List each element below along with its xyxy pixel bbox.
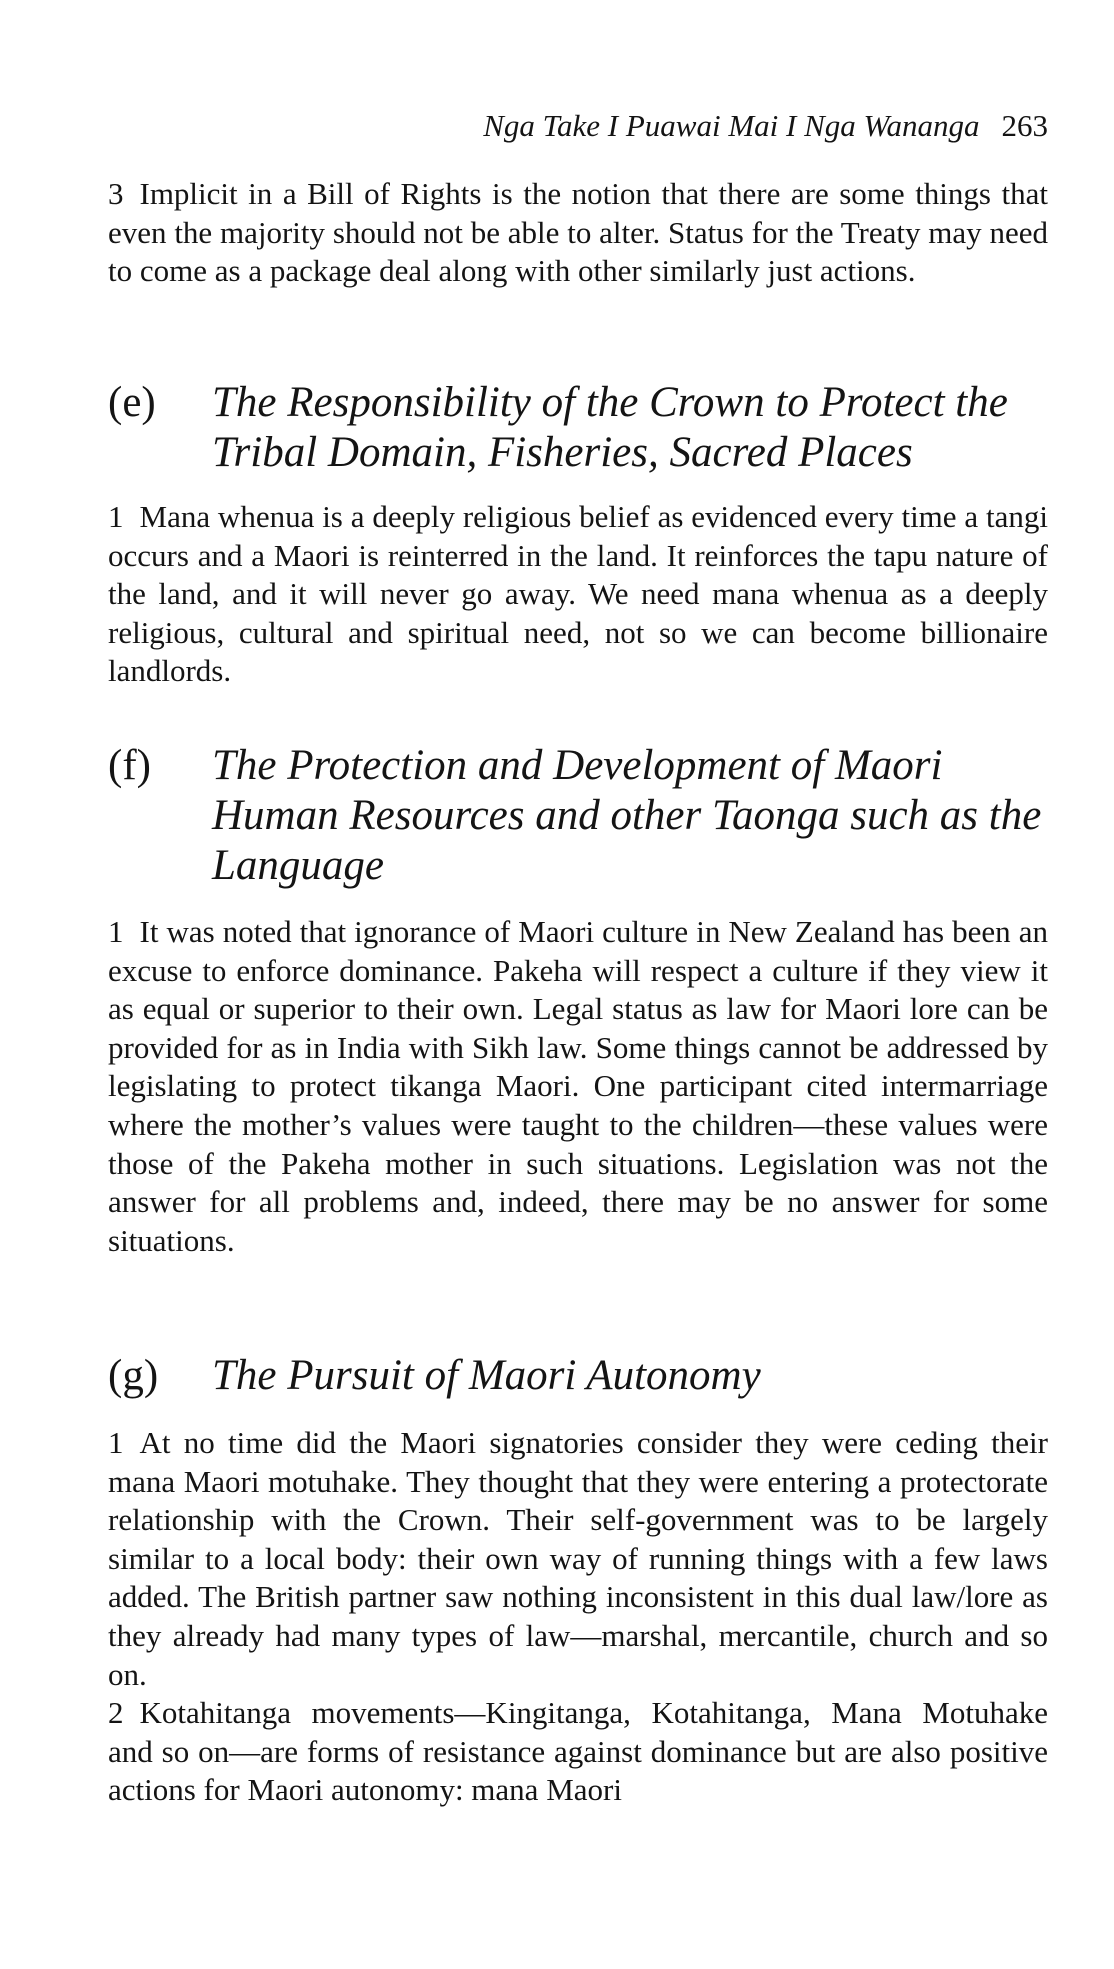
- section-letter: (f): [108, 742, 151, 789]
- paragraph: [108, 1424, 1048, 1694]
- paragraph-number: 2: [108, 1695, 124, 1731]
- paragraph: [108, 498, 1048, 691]
- paragraph-text: It was noted that ignorance of Maori culture in New Zealand has been an excuse to enforce dominance. Pakeha will respect a culture if they view it as equal or superior to their own. Legal status as law for Maori lore can be provided for as in India with Sikh law. Some things cannot be addressed by legislating to protect tikanga Maori. One participant cited intermarriage where the mother’s values were taught to the children—these values were those of the Pakeha mother in such situations. Legislation was not the answer for all problems and, indeed, there may be no answer for some situations.: [108, 914, 1048, 1258]
- paragraph-number: 3: [108, 176, 124, 211]
- paragraph-text: At no time did the Maori signatories consider they were ceding their mana Maori motuhake. They thought that they were entering a protectorate relationship with the Crown. Their self-government was to be largely similar to a local body: their own way of running things with a few laws added. The British partner saw nothing inconsistent in this dual law/lore as they already had many types of law—marshal, mercantile, church and so on.: [108, 1425, 1048, 1692]
- paragraph-text: Kotahitanga movements—Kingitanga, Kotahitanga, Mana Motuhake and so on—are forms of resistance against dominance but are also positive actions for Maori autonomy: mana Maori: [108, 1695, 1048, 1808]
- section-heading-g: [108, 1351, 1048, 1401]
- section-title: The Pursuit of Maori Autonomy: [212, 1352, 761, 1399]
- paragraph: [108, 913, 1048, 1260]
- page-number: 263: [1001, 108, 1048, 143]
- section-letter: (e): [108, 379, 156, 426]
- paragraph-number: 1: [108, 914, 124, 949]
- paragraph-block: [108, 1424, 1048, 1810]
- paragraph-block: [108, 175, 1048, 291]
- paragraph-text: Mana whenua is a deeply religious belief as evidenced every time a tangi occurs and a Maori is reinterred in the land. It reinforces the tapu nature of the land, and it will never go away. We need mana whenua as a deeply religious, cultural and spiritual need, not so we can become billionaire landlords.: [108, 499, 1048, 689]
- paragraph: [108, 175, 1048, 291]
- running-head-title: Nga Take I Puawai Mai I Nga Wananga: [483, 108, 980, 143]
- paragraph-text: Implicit in a Bill of Rights is the notion that there are some things that even the majority should not be able to alter. Status for the Treaty may need to come as a package deal along with other similarly just actions.: [108, 176, 1048, 289]
- paragraph-block: [108, 498, 1048, 691]
- section-heading-f: [108, 741, 1048, 891]
- paragraph: [108, 1694, 1048, 1810]
- section-title: The Responsibility of the Crown to Protect the Tribal Domain, Fisheries, Sacred Places: [212, 379, 1008, 476]
- section-heading-e: [108, 378, 1048, 478]
- paragraph-number: 1: [108, 1425, 124, 1460]
- section-letter: (g): [108, 1352, 159, 1399]
- paragraph-block: [108, 913, 1048, 1260]
- running-head: [108, 106, 1048, 146]
- paragraph-number: 1: [108, 499, 124, 534]
- section-title: The Protection and Development of Maori Human Resources and other Taonga such as the Language: [212, 742, 1042, 889]
